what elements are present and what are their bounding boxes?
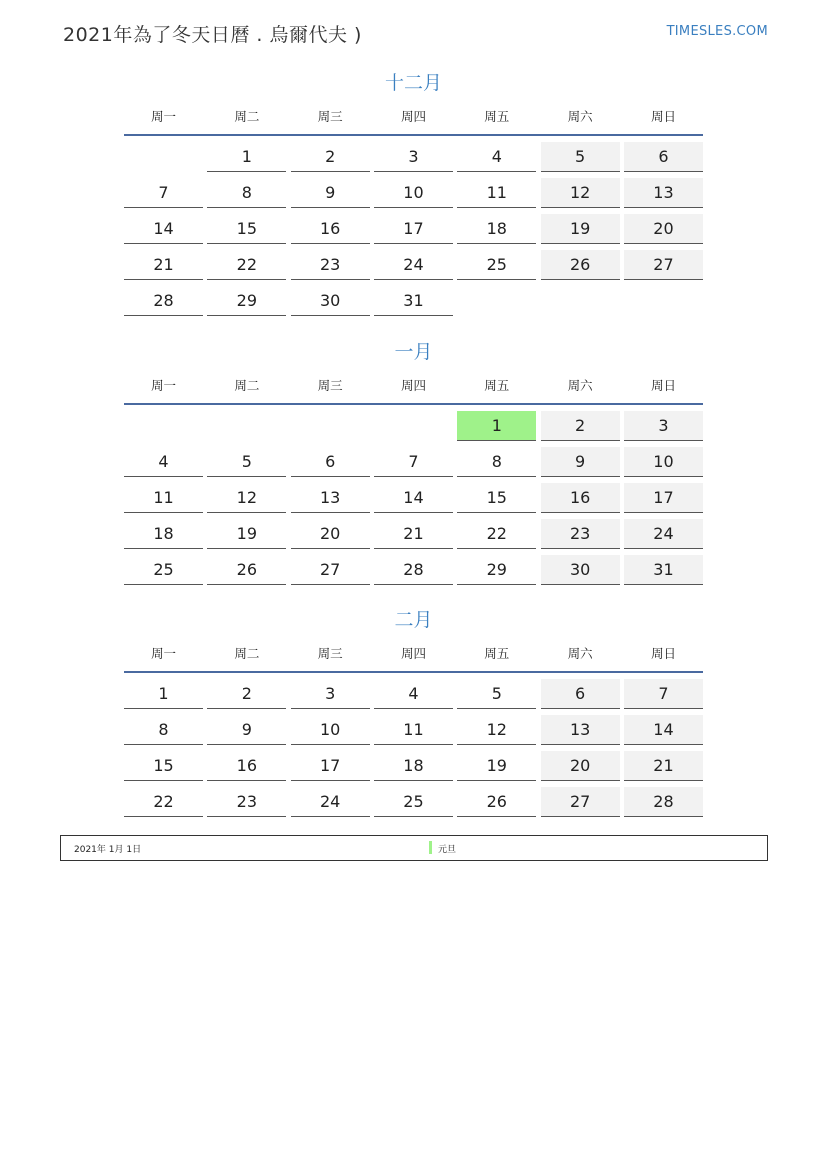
weekday-label: 周六 xyxy=(567,109,593,124)
day-cell[interactable]: 20 xyxy=(624,214,703,244)
weekday-label: 周四 xyxy=(400,378,426,393)
week-row xyxy=(124,445,703,481)
day-cell[interactable]: 15 xyxy=(457,483,536,513)
day-cell[interactable]: 1 xyxy=(457,411,536,441)
legend-color-mark xyxy=(429,841,432,854)
day-cell[interactable]: 5 xyxy=(457,679,536,709)
week-row xyxy=(124,140,703,176)
day-cell[interactable]: 29 xyxy=(207,286,286,316)
weekday-label: 周三 xyxy=(317,646,343,661)
day-cell[interactable]: 22 xyxy=(457,519,536,549)
empty-day-cell xyxy=(124,411,203,441)
day-cell[interactable]: 14 xyxy=(624,715,703,745)
weekday-label: 周四 xyxy=(400,646,426,661)
weekday-label: 周六 xyxy=(567,646,593,661)
week-row xyxy=(124,409,703,445)
day-cell[interactable]: 22 xyxy=(124,787,203,817)
week-row xyxy=(124,284,703,320)
day-cell[interactable]: 28 xyxy=(124,286,203,316)
month-title: 十二月 xyxy=(384,72,442,94)
week-row xyxy=(124,212,703,248)
empty-day-cell xyxy=(457,286,536,316)
day-cell[interactable]: 28 xyxy=(374,555,453,585)
weekday-label: 周日 xyxy=(650,646,676,661)
day-cell[interactable]: 24 xyxy=(291,787,370,817)
day-cell[interactable]: 15 xyxy=(207,214,286,244)
day-cell[interactable]: 11 xyxy=(457,178,536,208)
day-cell[interactable]: 23 xyxy=(291,250,370,280)
day-cell[interactable]: 10 xyxy=(291,715,370,745)
day-cell[interactable]: 24 xyxy=(624,519,703,549)
day-cell[interactable]: 23 xyxy=(541,519,620,549)
day-cell[interactable]: 30 xyxy=(541,555,620,585)
weekday-label: 周五 xyxy=(484,646,510,661)
legend-holiday-name: 元旦 xyxy=(438,845,457,855)
week-row xyxy=(124,517,703,553)
day-cell[interactable]: 16 xyxy=(291,214,370,244)
day-cell[interactable]: 9 xyxy=(541,447,620,477)
month-february xyxy=(124,605,703,821)
day-cell[interactable]: 2 xyxy=(291,142,370,172)
weekday-label: 周二 xyxy=(234,646,260,661)
day-cell[interactable]: 13 xyxy=(624,178,703,208)
day-cell[interactable]: 4 xyxy=(124,447,203,477)
day-cell[interactable]: 25 xyxy=(457,250,536,280)
day-cell[interactable]: 29 xyxy=(457,555,536,585)
weekday-label: 周五 xyxy=(484,378,510,393)
day-cell[interactable]: 11 xyxy=(124,483,203,513)
page-title: 2021年為了冬天日曆 . 烏爾代夫 ) xyxy=(63,24,362,46)
empty-day-cell xyxy=(291,411,370,441)
month-title: 一月 xyxy=(394,341,433,363)
day-cell[interactable]: 9 xyxy=(207,715,286,745)
day-cell[interactable]: 14 xyxy=(124,214,203,244)
weekday-header xyxy=(124,635,703,673)
day-cell[interactable]: 28 xyxy=(624,787,703,817)
weekday-label: 周六 xyxy=(567,378,593,393)
week-row xyxy=(124,677,703,713)
day-cell[interactable]: 4 xyxy=(374,679,453,709)
day-cell[interactable]: 11 xyxy=(374,715,453,745)
day-cell[interactable]: 25 xyxy=(124,555,203,585)
day-cell[interactable]: 6 xyxy=(624,142,703,172)
day-cell[interactable]: 5 xyxy=(207,447,286,477)
site-link[interactable]: TIMESLES.COM xyxy=(666,24,768,39)
day-cell[interactable]: 21 xyxy=(124,250,203,280)
empty-day-cell xyxy=(541,286,620,316)
day-cell[interactable]: 16 xyxy=(541,483,620,513)
weekday-label: 周一 xyxy=(150,109,176,124)
day-cell[interactable]: 17 xyxy=(374,214,453,244)
week-row xyxy=(124,481,703,517)
day-cell[interactable]: 26 xyxy=(207,555,286,585)
month-january xyxy=(124,337,703,589)
day-cell[interactable]: 26 xyxy=(457,787,536,817)
day-cell[interactable]: 10 xyxy=(374,178,453,208)
day-cell[interactable]: 3 xyxy=(624,411,703,441)
day-cell[interactable]: 3 xyxy=(291,679,370,709)
weeks xyxy=(124,673,703,821)
weekday-label: 周一 xyxy=(150,646,176,661)
day-cell[interactable]: 1 xyxy=(124,679,203,709)
empty-day-cell xyxy=(207,411,286,441)
day-cell[interactable]: 3 xyxy=(374,142,453,172)
week-row xyxy=(124,713,703,749)
weekday-label: 周一 xyxy=(150,378,176,393)
legend-date: 2021年 1月 1日 xyxy=(74,845,142,855)
calendar-grid xyxy=(124,367,703,589)
day-cell[interactable]: 24 xyxy=(374,250,453,280)
weekday-label: 周四 xyxy=(400,109,426,124)
day-cell[interactable]: 22 xyxy=(207,250,286,280)
day-cell[interactable]: 31 xyxy=(624,555,703,585)
weekday-label: 周日 xyxy=(650,109,676,124)
week-row xyxy=(124,553,703,589)
weeks xyxy=(124,136,703,320)
day-cell[interactable]: 6 xyxy=(291,447,370,477)
day-cell[interactable]: 12 xyxy=(457,715,536,745)
week-row xyxy=(124,785,703,821)
weekday-header xyxy=(124,98,703,136)
day-cell[interactable]: 8 xyxy=(207,178,286,208)
calendar-grid xyxy=(124,98,703,320)
day-cell[interactable]: 10 xyxy=(624,447,703,477)
day-cell[interactable]: 27 xyxy=(541,787,620,817)
holiday-legend xyxy=(60,835,768,861)
weekday-header xyxy=(124,367,703,405)
day-cell[interactable]: 18 xyxy=(457,214,536,244)
day-cell[interactable]: 23 xyxy=(207,787,286,817)
weekday-label: 周三 xyxy=(317,378,343,393)
day-cell[interactable]: 17 xyxy=(624,483,703,513)
month-title: 二月 xyxy=(394,609,433,631)
empty-day-cell xyxy=(124,142,203,172)
calendar-grid xyxy=(124,635,703,821)
day-cell[interactable]: 13 xyxy=(541,715,620,745)
weekday-label: 周三 xyxy=(317,109,343,124)
day-cell[interactable]: 13 xyxy=(291,483,370,513)
empty-day-cell xyxy=(374,411,453,441)
weekday-label: 周五 xyxy=(484,109,510,124)
day-cell[interactable]: 20 xyxy=(541,751,620,781)
weekday-label: 周二 xyxy=(234,109,260,124)
day-cell[interactable]: 2 xyxy=(207,679,286,709)
day-cell[interactable]: 7 xyxy=(374,447,453,477)
day-cell[interactable]: 20 xyxy=(291,519,370,549)
day-cell[interactable]: 14 xyxy=(374,483,453,513)
day-cell[interactable]: 8 xyxy=(124,715,203,745)
day-cell[interactable]: 18 xyxy=(374,751,453,781)
day-cell[interactable]: 30 xyxy=(291,286,370,316)
day-cell[interactable]: 19 xyxy=(541,214,620,244)
day-cell[interactable]: 31 xyxy=(374,286,453,316)
day-cell[interactable]: 7 xyxy=(124,178,203,208)
day-cell[interactable]: 21 xyxy=(374,519,453,549)
day-cell[interactable]: 19 xyxy=(457,751,536,781)
empty-day-cell xyxy=(624,286,703,316)
month-december xyxy=(124,68,703,320)
week-row xyxy=(124,176,703,212)
day-cell[interactable]: 16 xyxy=(207,751,286,781)
week-row xyxy=(124,248,703,284)
day-cell[interactable]: 25 xyxy=(374,787,453,817)
weeks xyxy=(124,405,703,589)
weekday-label: 周二 xyxy=(234,378,260,393)
day-cell[interactable]: 2 xyxy=(541,411,620,441)
day-cell[interactable]: 12 xyxy=(541,178,620,208)
day-cell[interactable]: 4 xyxy=(457,142,536,172)
day-cell[interactable]: 1 xyxy=(207,142,286,172)
week-row xyxy=(124,749,703,785)
day-cell[interactable]: 12 xyxy=(207,483,286,513)
day-cell[interactable]: 27 xyxy=(624,250,703,280)
day-cell[interactable]: 18 xyxy=(124,519,203,549)
day-cell[interactable]: 17 xyxy=(291,751,370,781)
day-cell[interactable]: 21 xyxy=(624,751,703,781)
day-cell[interactable]: 15 xyxy=(124,751,203,781)
day-cell[interactable]: 27 xyxy=(291,555,370,585)
weekday-label: 周日 xyxy=(650,378,676,393)
day-cell[interactable]: 5 xyxy=(541,142,620,172)
day-cell[interactable]: 19 xyxy=(207,519,286,549)
day-cell[interactable]: 9 xyxy=(291,178,370,208)
day-cell[interactable]: 26 xyxy=(541,250,620,280)
day-cell[interactable]: 8 xyxy=(457,447,536,477)
day-cell[interactable]: 7 xyxy=(624,679,703,709)
day-cell[interactable]: 6 xyxy=(541,679,620,709)
